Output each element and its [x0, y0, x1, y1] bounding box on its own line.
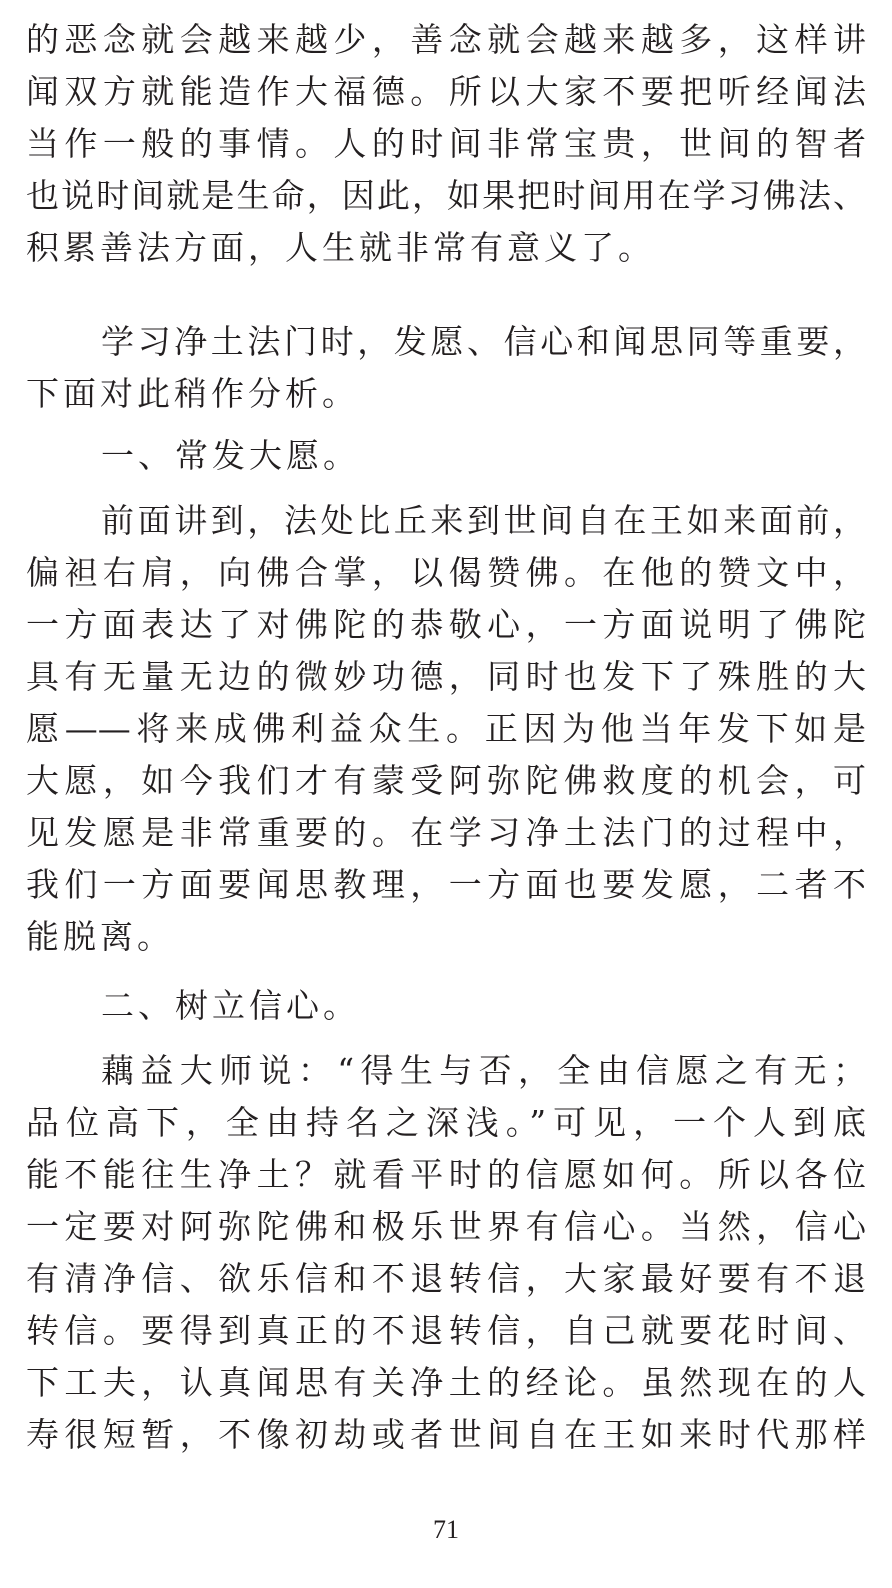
paragraph-vow: [26, 495, 866, 963]
page-number: 71: [433, 1515, 459, 1544]
section-heading: [26, 430, 866, 482]
text-line: 一定要对阿弥陀佛和极乐世界有信心。当然，信心: [26, 1207, 866, 1246]
text-line: 前面讲到，法处比丘来到世间自在王如来面前，: [101, 501, 866, 540]
text-line: 具有无量无边的微妙功德，同时也发下了殊胜的大: [26, 657, 866, 696]
text-line: 转信。要得到真正的不退转信，自己就要花时间、: [26, 1311, 866, 1350]
text-line: 品位高下，全由持名之深浅。”可见，一个人到底: [26, 1103, 866, 1142]
section-heading-text: 一、常发大愿。: [101, 436, 360, 475]
section-heading-text: 二、树立信心。: [101, 986, 360, 1025]
text-line: 有清净信、欲乐信和不退转信，大家最好要有不退: [26, 1259, 866, 1298]
text-line: 下面对此稍作分析。: [26, 374, 359, 413]
text-line: 寿很短暂，不像初劫或者世间自在王如来时代那样: [26, 1415, 866, 1454]
text-line: 的恶念就会越来越少，善念就会越来越多，这样讲: [26, 20, 866, 59]
text-line: 偏袒右肩，向佛合掌，以偈赞佛。在他的赞文中，: [26, 553, 866, 592]
text-line: 积累善法方面，人生就非常有意义了。: [26, 228, 655, 267]
section-heading: [26, 980, 866, 1032]
text-line: 也说时间就是生命，因此，如果把时间用在学习佛法、: [26, 176, 866, 215]
text-line: 我们一方面要闻思教理，一方面也要发愿，二者不: [26, 865, 866, 904]
text-line: 见发愿是非常重要的。在学习净土法门的过程中，: [26, 813, 866, 852]
paragraph-faith: [26, 1045, 866, 1461]
text-line: 下工夫，认真闻思有关净土的经论。虽然现在的人: [26, 1363, 866, 1402]
text-line: 学习净土法门时，发愿、信心和闻思同等重要，: [101, 322, 866, 361]
text-line: 藕益大师说：“得生与否，全由信愿之有无；: [101, 1051, 866, 1090]
text-line: 愿——将来成佛利益众生。正因为他当年发下如是: [26, 709, 866, 748]
text-line: 一方面表达了对佛陀的恭敬心，一方面说明了佛陀: [26, 605, 866, 644]
text-line: 大愿，如今我们才有蒙受阿弥陀佛救度的机会，可: [26, 761, 866, 800]
text-line: 当作一般的事情。人的时间非常宝贵，世间的智者: [26, 124, 866, 163]
text-line: 能脱离。: [26, 917, 174, 956]
paragraph-continuation: [26, 14, 866, 274]
paragraph-intro: [26, 316, 866, 420]
text-line: 闻双方就能造作大福德。所以大家不要把听经闻法: [26, 72, 866, 111]
text-line: 能不能往生净土？就看平时的信愿如何。所以各位: [26, 1155, 866, 1194]
